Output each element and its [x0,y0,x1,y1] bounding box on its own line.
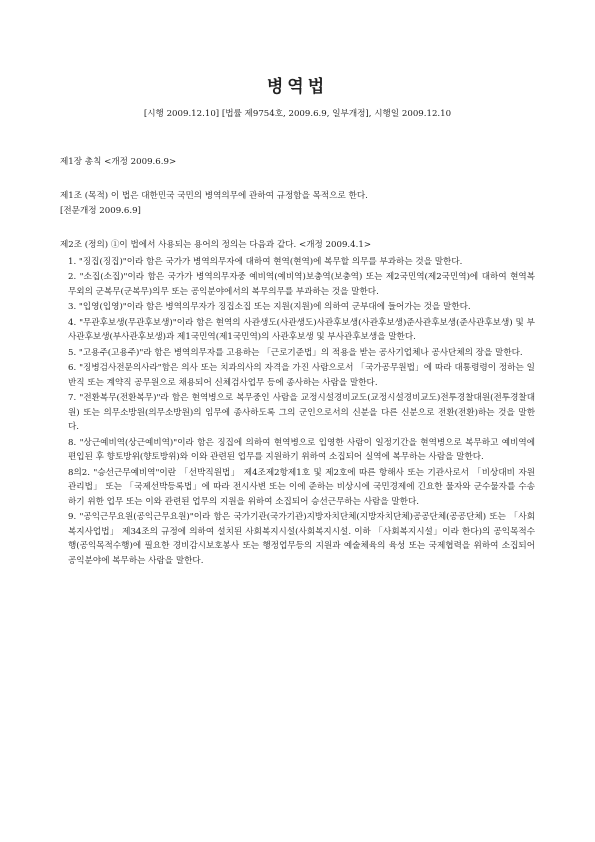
article-2-item: 8. "상근예비역(상근예비역)"이라 함은 징집에 의하여 현역병으로 입영한 사람이 일정기간을 현역병으로 복무하고 예비역에 편입된 후 향토방위(향토방위)와 이와 관련된 업무를 지원하기 위하여 소집되어 실역에 복무하는 사람을 말한다. [68,437,535,462]
article-2-item: 4. "무관후보생(무관후보생)"이라 함은 현역의 사관생도(사관생도)사관후보생(사관후보생)준사관후보생(준사관후보생) 및 부사관후보생(부사관후보생)과 제1국민역(제1국민역)의 사관후보생 및 부사관후보생을 말한다. [68,317,535,342]
article-2-item: 2. "소집(소집)"이라 함은 국가가 병역의무자중 예비역(예비역)보충역(보충역) 또는 제2국민역(제2국민역)에 대하여 현역복무외의 군복무(군복무)의무 또는 공익분야에서의 복무의무를 부과하는 것을 말한다. [68,272,535,297]
article-1-revision-note: [전문개정 2009.6.9] [60,205,141,216]
article-2-heading: 제2조 (정의) ①이 법에서 사용되는 용어의 정의는 다음과 같다. <개정 2009.4.1> [60,240,372,250]
article-2-item: 6. "징병검사전문의사라"함은 의사 또는 치과의사의 자격을 가진 사람으로서 「국가공무원법」에 따라 대통령령이 정하는 일반직 또는 계약직 공무원으로 채용되어 신체검사업무 등에 종사하는 사람을 말한다. [68,363,535,388]
article-2-item-list [60,255,535,569]
document-title: 병역법 [266,77,329,97]
article-2-item: 5. "고용주(고용주)"라 함은 병역의무자를 고용하는 「근로기준법」의 적용을 받는 공사기업체나 공사단체의 장을 말한다. [68,347,523,358]
enactment-info: [시행 2009.12.10] [법률 제9754호, 2009.6.9, 일부개정], 시행일 2009.12.10 [143,109,452,119]
article-1-text: 제1조 (목적) 이 법은 대한민국 국민의 병역의무에 관하여 규정함을 목적으로 한다. [60,191,368,201]
article-2-item: 3. "입영(입영)"이라 함은 병역의무자가 징집소집 또는 지원(지원)에 의하여 군부대에 들어가는 것을 말한다. [68,302,471,312]
article-2-item: 8의2. "승선근무예비역"이란 「선박직원법」 제4조제2항제1호 및 제2호에 따른 항해사 또는 기관사로서 「비상대비 자원 관리법」 또는 「국제선박등록법」에 따라 전시사변 또는 이에 준하는 비상시에 국민경제에 긴요한 물자와 군수물자를 수송하기 위한 업무 또는 이와 관련된 업무의 지원을 위하여 소집되어 승선근무하는 사람을 말한다. [68,467,535,507]
article-2-item: 9. "공익근무요원(공익근무요원)"이라 함은 국가기관(국가기관)지방자치단체(지방자치단체)공공단체(공공단체) 또는 「사회복지사업법」 제34조의 규정에 의하여 설치된 사회복지시설(사회복지시설. 이하 「사회복지시설」이라 한다)의 공익목적수행(공익목적수행)에 필요한 경비감시보호봉사 또는 행정업무등의 지원과 예술체육의 육성 또는 국제협력을 위하여 소집되어 공익분야에 복무하는 사람을 말한다. [68,512,535,566]
article-2-item: 1. "징집(징집)"이라 함은 국가가 병역의무자에 대하여 현역(현역)에 복무할 의무를 부과하는 것을 말한다. [68,256,463,267]
article-2-item: 7. "전환복무(전환복무)"라 함은 현역병으로 복무중인 사람을 교정시설경비교도(교정시설경비교도)전투경찰대원(전투경찰대원) 또는 의무소방원(의무소방원)의 임무에 종사하도록 그의 군인으로서의 신분을 다른 신분으로 전환(전환)하는 것을 말한다. [68,393,535,432]
chapter-heading: 제1장 총칙 <개정 2009.6.9> [60,157,177,167]
